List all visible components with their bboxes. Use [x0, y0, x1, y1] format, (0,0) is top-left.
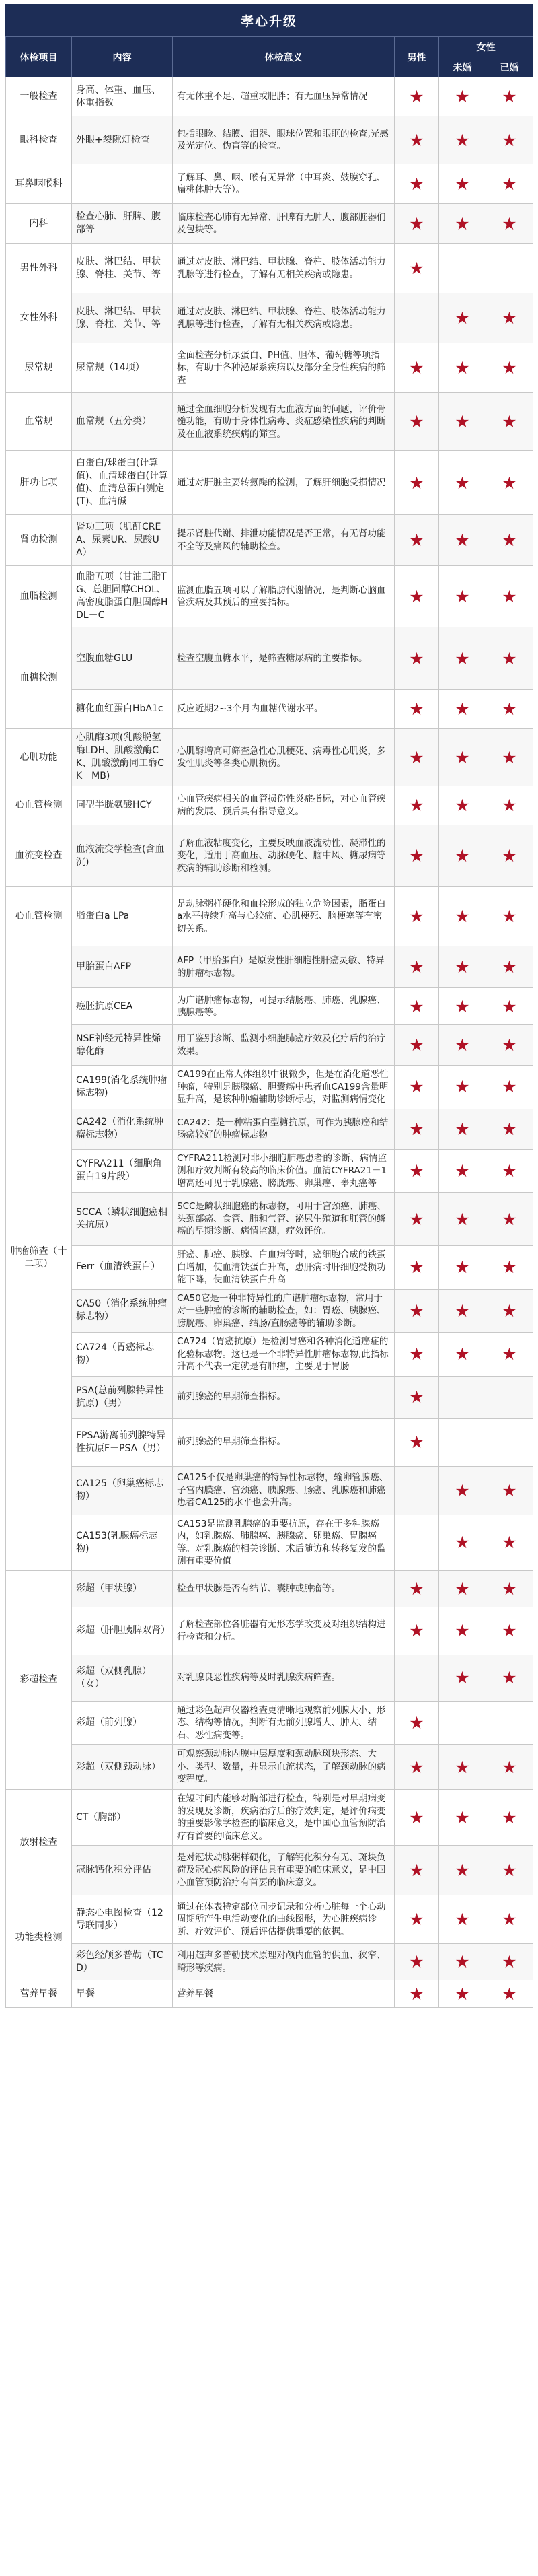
- row-content: 癌胚抗原CEA: [72, 988, 173, 1025]
- star-icon-unmarried: ★: [439, 946, 486, 988]
- star-icon-married: ★: [486, 77, 533, 116]
- star-icon-male: ★: [395, 1109, 439, 1149]
- star-icon-unmarried: ★: [439, 164, 486, 204]
- star-icon-married: ★: [486, 729, 533, 786]
- table-row: [6, 1376, 533, 1418]
- row-category: 一般检查: [6, 77, 72, 116]
- star-icon-unmarried: ★: [439, 729, 486, 786]
- table-row: [6, 887, 533, 946]
- star-icon-married: ★: [486, 1193, 533, 1246]
- row-category: 耳鼻咽喉科: [6, 164, 72, 204]
- star-icon-male: ★: [395, 946, 439, 988]
- row-meaning: 反应近期2~3个月内血糖代谢水平。: [173, 690, 395, 729]
- row-content: 彩超（前列腺）: [72, 1701, 173, 1745]
- row-meaning: 心血管疾病相关的血管损伤性炎症指标，对心血管疾病的发展、预后具有指导意义。: [173, 786, 395, 825]
- star-icon-unmarried: ★: [439, 1066, 486, 1109]
- row-content: FPSA游离前列腺特异性抗原F－PSA（男）: [72, 1418, 173, 1466]
- table-row: [6, 1980, 533, 2008]
- star-icon-married: ★: [486, 1149, 533, 1193]
- header-content: 内容: [72, 37, 173, 77]
- star-icon-male: [395, 1466, 439, 1515]
- star-icon-unmarried: ★: [439, 451, 486, 515]
- row-category: 内科: [6, 204, 72, 244]
- star-icon-married: ★: [486, 204, 533, 244]
- star-icon-married: ★: [486, 1895, 533, 1944]
- header-female: 女性: [439, 37, 533, 57]
- star-icon-unmarried: ★: [439, 1466, 486, 1515]
- row-meaning: 通过对皮肤、淋巴结、甲状腺、脊柱、肢体活动能力乳腺等进行检查，了解有无相关疾病或隐患。: [173, 293, 395, 343]
- header-unmarried: 未婚: [439, 57, 486, 77]
- star-icon-married: ★: [486, 1466, 533, 1515]
- star-icon-unmarried: ★: [439, 690, 486, 729]
- row-meaning: 了解耳、鼻、咽、喉有无异常（中耳炎、鼓膜穿孔、扁桃体肿大等）。: [173, 164, 395, 204]
- row-meaning: 全面检查分析尿蛋白、PH值、胆体、葡萄糖等项指标，有助于各种泌尿系疾病以及部分全身性疾病的筛查: [173, 343, 395, 393]
- table-row: [6, 1515, 533, 1570]
- star-icon-married: ★: [486, 393, 533, 451]
- row-content: CT（胸部）: [72, 1790, 173, 1846]
- table-row: [6, 1655, 533, 1701]
- table-row: [6, 1466, 533, 1515]
- row-meaning: 用于鉴别诊断、监测小细胞肺癌疗效及化疗后的治疗效果。: [173, 1025, 395, 1066]
- star-icon-male: ★: [395, 1745, 439, 1790]
- star-icon-married: ★: [486, 946, 533, 988]
- star-icon-unmarried: ★: [439, 1333, 486, 1377]
- row-content: 外眼+裂隙灯检查: [72, 116, 173, 164]
- star-icon-male: ★: [395, 393, 439, 451]
- star-icon-unmarried: ★: [439, 1745, 486, 1790]
- star-icon-male: ★: [395, 204, 439, 244]
- row-category: 功能类检测: [6, 1895, 72, 1980]
- row-meaning: CA724（胃癌抗原）是检测胃癌和各种消化道癌症的化验标志物。这也是一个非特异性肿瘤标志物,此指标升高不代表一定就是有肿瘤，主要见于胃肠: [173, 1333, 395, 1377]
- row-meaning: 通过彩色超声仪器检查更清晰地观察前列腺大小、形态、结构等情况，判断有无前列腺增大、肿大、结石、恶性病变等。: [173, 1701, 395, 1745]
- row-content: CA199(消化系统肿瘤标志物): [72, 1066, 173, 1109]
- star-icon-unmarried: [439, 1376, 486, 1418]
- row-meaning: 包括眼睑、结膜、泪器、眼球位置和眼眶的检查,光感及光定位、伪盲等的检查。: [173, 116, 395, 164]
- row-content: 皮肤、淋巴结、甲状腺、脊柱、关节、等: [72, 293, 173, 343]
- star-icon-married: ★: [486, 1745, 533, 1790]
- row-meaning: 监测血脂五项可以了解脂肪代谢情况，是判断心脑血管疾病及其预后的重要指标。: [173, 566, 395, 627]
- row-category: 肿瘤筛查（十二项）: [6, 946, 72, 1571]
- row-content: 彩超（甲状腺）: [72, 1570, 173, 1607]
- row-content: 血液流变学检查(含血沉): [72, 825, 173, 887]
- star-icon-married: ★: [486, 1289, 533, 1333]
- table-row: [6, 1025, 533, 1066]
- star-icon-male: ★: [395, 1846, 439, 1895]
- star-icon-male: ★: [395, 566, 439, 627]
- star-icon-unmarried: ★: [439, 1289, 486, 1333]
- row-meaning: 通过全血细胞分析发现有无血液方面的问题，评价骨髓功能，有助于身体性病毒、炎症感染性疾病的判断及在血液系统疾病的筛查。: [173, 393, 395, 451]
- row-meaning: 肝癌、肺癌、胰腺、白血病等时，癌细胞合成的铁蛋白增加，使血清铁蛋白升高，患肝病时肝细胞受损功能下降，使血清铁蛋白升高: [173, 1246, 395, 1290]
- star-icon-married: ★: [486, 1025, 533, 1066]
- table-row: [6, 1790, 533, 1846]
- star-icon-unmarried: ★: [439, 887, 486, 946]
- row-content: 肾功三项（肌酐CREA、尿素UR、尿酸UA）: [72, 515, 173, 566]
- star-icon-unmarried: ★: [439, 393, 486, 451]
- row-meaning: 前列腺癌的早期筛查指标。: [173, 1418, 395, 1466]
- row-content: 身高、体重、血压、体重指数: [72, 77, 173, 116]
- star-icon-married: ★: [486, 887, 533, 946]
- row-category: 营养早餐: [6, 1980, 72, 2008]
- row-category: 肝功七项: [6, 451, 72, 515]
- star-icon-married: ★: [486, 515, 533, 566]
- table-row: [6, 1109, 533, 1149]
- row-category: 放射检查: [6, 1790, 72, 1895]
- row-content: CA242（消化系统肿瘤标志物）: [72, 1109, 173, 1149]
- star-icon-male: ★: [395, 1289, 439, 1333]
- table-row: [6, 729, 533, 786]
- star-icon-unmarried: ★: [439, 627, 486, 690]
- row-category: 彩超检查: [6, 1570, 72, 1790]
- checkup-table: [5, 36, 533, 2008]
- table-row: [6, 1895, 533, 1944]
- star-icon-married: ★: [486, 988, 533, 1025]
- star-icon-male: [395, 1515, 439, 1570]
- star-icon-male: ★: [395, 1066, 439, 1109]
- row-category: 心肌功能: [6, 729, 72, 786]
- header-category: 体检项目: [6, 37, 72, 77]
- table-row: [6, 1570, 533, 1607]
- row-category: 血糖检测: [6, 627, 72, 729]
- row-meaning: 检查空腹血糖水平，是筛查糖尿病的主要指标。: [173, 627, 395, 690]
- table-row: [6, 1418, 533, 1466]
- star-icon-male: ★: [395, 164, 439, 204]
- table-row: [6, 204, 533, 244]
- row-meaning: 是动脉粥样硬化和血栓形成的独立危险因素，脂蛋白a水平持续升高与心绞痛、心肌梗死、脑梗塞等有密切关系。: [173, 887, 395, 946]
- star-icon-male: ★: [395, 1607, 439, 1655]
- star-icon-unmarried: ★: [439, 1515, 486, 1570]
- star-icon-male: ★: [395, 786, 439, 825]
- row-category: 血常规: [6, 393, 72, 451]
- star-icon-married: [486, 1376, 533, 1418]
- table-row: [6, 1701, 533, 1745]
- table-row: [6, 116, 533, 164]
- table-row: [6, 1846, 533, 1895]
- row-category: 血流变检查: [6, 825, 72, 887]
- row-content: [72, 164, 173, 204]
- row-content: 空腹血糖GLU: [72, 627, 173, 690]
- row-meaning: 是对冠状动脉粥样硬化，了解钙化积分有无、斑块负荷及冠心病风险的评估具有重要的临床意义，是中国心血管预防治疗有首要的临床意义。: [173, 1846, 395, 1895]
- table-row: [6, 77, 533, 116]
- star-icon-married: ★: [486, 1333, 533, 1377]
- star-icon-male: ★: [395, 116, 439, 164]
- star-icon-unmarried: ★: [439, 1607, 486, 1655]
- star-icon-married: ★: [486, 786, 533, 825]
- row-category: 心血管检测: [6, 786, 72, 825]
- row-content: 血常规（五分类）: [72, 393, 173, 451]
- star-icon-unmarried: ★: [439, 204, 486, 244]
- row-category: 肾功检测: [6, 515, 72, 566]
- star-icon-married: ★: [486, 1066, 533, 1109]
- star-icon-married: ★: [486, 1109, 533, 1149]
- star-icon-married: ★: [486, 1515, 533, 1570]
- star-icon-male: ★: [395, 1570, 439, 1607]
- star-icon-male: ★: [395, 1149, 439, 1193]
- table-row: [6, 244, 533, 293]
- star-icon-male: ★: [395, 1980, 439, 2008]
- star-icon-married: [486, 1418, 533, 1466]
- star-icon-male: ★: [395, 77, 439, 116]
- row-content: 彩超（双侧颈动脉）: [72, 1745, 173, 1790]
- row-meaning: AFP（甲胎蛋白）是原发性肝细胞性肝癌灵敏、特异的肿瘤标志物。: [173, 946, 395, 988]
- star-icon-married: ★: [486, 1655, 533, 1701]
- star-icon-male: ★: [395, 451, 439, 515]
- star-icon-male: ★: [395, 1333, 439, 1377]
- row-category: 眼科检查: [6, 116, 72, 164]
- row-meaning: 可观察颈动脉内膜中层厚度和颈动脉斑块形态、大小、类型、数量，并显示血流状态，了解颈动脉的病变程度。: [173, 1745, 395, 1790]
- row-category: 尿常规: [6, 343, 72, 393]
- star-icon-married: ★: [486, 1944, 533, 1980]
- star-icon-unmarried: ★: [439, 77, 486, 116]
- star-icon-married: ★: [486, 1790, 533, 1846]
- table-row: [6, 627, 533, 690]
- row-meaning: CA153是监测乳腺癌的重要抗原，存在于多种腺癌内，如乳腺癌、肺腺癌、胰腺癌、卵巢癌、胃腺癌等。对乳腺癌的相关诊断、术后随访和转移复发的监测有重要价值: [173, 1515, 395, 1570]
- row-meaning: 通过对肝脏主要转氨酶的检测，了解肝细胞受损情况: [173, 451, 395, 515]
- star-icon-male: ★: [395, 244, 439, 293]
- table-row: [6, 825, 533, 887]
- row-meaning: 通过对皮肤、淋巴结、甲状腺、脊柱、肢体活动能力乳腺等进行检查，了解有无相关疾病或隐患。: [173, 244, 395, 293]
- star-icon-male: ★: [395, 1895, 439, 1944]
- star-icon-male: [395, 293, 439, 343]
- row-content: 白蛋白/球蛋白(计算值)、血清球蛋白(计算值)、血清总蛋白测定(T)、血清碱: [72, 451, 173, 515]
- row-meaning: 了解血液粘度变化，主要反映血液流动性、凝滞性的变化，适用于高血压、动脉硬化、脑中风、糖尿病等疾病的辅助诊断和检测。: [173, 825, 395, 887]
- page-title: 孝心升级: [5, 4, 533, 36]
- row-meaning: SCC是鳞状细胞癌的标志物，可用于宫颈癌、肺癌、头颈部癌、食管、肺和气管、泌尿生殖道和肛管的鳞癌的早期诊断、病情监测，疗效评价。: [173, 1193, 395, 1246]
- row-content: 彩色经颅多普勒（TCD）: [72, 1944, 173, 1980]
- star-icon-male: ★: [395, 1944, 439, 1980]
- star-icon-unmarried: ★: [439, 116, 486, 164]
- star-icon-unmarried: ★: [439, 825, 486, 887]
- star-icon-unmarried: [439, 1418, 486, 1466]
- star-icon-unmarried: [439, 244, 486, 293]
- table-row: [6, 786, 533, 825]
- row-meaning: 了解检查部位各脏器有无形态学改变及对组织结构进行检查和分析。: [173, 1607, 395, 1655]
- table-row: [6, 690, 533, 729]
- star-icon-unmarried: ★: [439, 1944, 486, 1980]
- star-icon-married: ★: [486, 627, 533, 690]
- star-icon-male: ★: [395, 887, 439, 946]
- row-content: CA125（卵巢癌标志物）: [72, 1466, 173, 1515]
- row-meaning: 为广谱肿瘤标志物，可提示结肠癌、肺癌、乳腺癌、胰腺癌等。: [173, 988, 395, 1025]
- star-icon-married: ★: [486, 1846, 533, 1895]
- star-icon-married: ★: [486, 825, 533, 887]
- row-meaning: 利用超声多普勒技术原理对颅内血管的供血、狭窄、畸形等疾病。: [173, 1944, 395, 1980]
- star-icon-married: ★: [486, 451, 533, 515]
- row-meaning: 对乳腺良恶性疾病等及时乳腺疾病筛查。: [173, 1655, 395, 1701]
- table-row: [6, 1944, 533, 1980]
- star-icon-male: ★: [395, 1246, 439, 1290]
- star-icon-unmarried: ★: [439, 1846, 486, 1895]
- row-content: NSE神经元特异性烯醇化酶: [72, 1025, 173, 1066]
- table-row: [6, 1193, 533, 1246]
- star-icon-unmarried: ★: [439, 1193, 486, 1246]
- row-content: 甲胎蛋白AFP: [72, 946, 173, 988]
- star-icon-unmarried: ★: [439, 566, 486, 627]
- row-meaning: 在短时间内能够对胸部进行检查，特别是对早期病变的发现及诊断，疾病治疗后的疗效判定，是评价病变的重要影像学检查的临床意义，是中国心血管预防治疗有首要的临床意义。: [173, 1790, 395, 1846]
- star-icon-unmarried: [439, 1701, 486, 1745]
- star-icon-unmarried: ★: [439, 1025, 486, 1066]
- row-content: 检查心肺、肝脾、腹部等: [72, 204, 173, 244]
- row-meaning: 检查甲状腺是否有结节、囊肿或肿瘤等。: [173, 1570, 395, 1607]
- header-married: 已婚: [486, 57, 533, 77]
- row-content: 尿常规（14项）: [72, 343, 173, 393]
- row-content: SCCA（鳞状细胞癌相关抗原）: [72, 1193, 173, 1246]
- row-category: 心血管检测: [6, 887, 72, 946]
- star-icon-male: ★: [395, 825, 439, 887]
- star-icon-male: ★: [395, 1790, 439, 1846]
- star-icon-male: ★: [395, 515, 439, 566]
- star-icon-married: [486, 1701, 533, 1745]
- table-row: [6, 515, 533, 566]
- row-meaning: 通过在体表特定部位同步记录和分析心脏每一个心动周期所产生电活动变化的曲线图形，为心脏疾病诊断、疗效评价、预后评估提供重要的依据。: [173, 1895, 395, 1944]
- row-content: 早餐: [72, 1980, 173, 2008]
- star-icon-married: ★: [486, 566, 533, 627]
- star-icon-unmarried: ★: [439, 343, 486, 393]
- row-meaning: 有无体重不足、超重或肥胖；有无血压异常情况: [173, 77, 395, 116]
- star-icon-married: ★: [486, 343, 533, 393]
- star-icon-male: ★: [395, 988, 439, 1025]
- row-content: CYFRA211（细胞角蛋白19片段）: [72, 1149, 173, 1193]
- row-content: CA724（胃癌标志物）: [72, 1333, 173, 1377]
- row-content: 糖化血红蛋白HbA1c: [72, 690, 173, 729]
- package-sheet: [5, 4, 533, 2008]
- star-icon-unmarried: ★: [439, 988, 486, 1025]
- row-meaning: CA242：是一种粘蛋白型糖抗原，可作为胰腺癌和结肠癌较好的肿瘤标志物: [173, 1109, 395, 1149]
- table-row: [6, 164, 533, 204]
- row-content: 彩超（肝胆胰脾双肾）: [72, 1607, 173, 1655]
- row-content: 静态心电图检查（12导联同步）: [72, 1895, 173, 1944]
- row-content: 同型半胱氨酸HCY: [72, 786, 173, 825]
- star-icon-unmarried: ★: [439, 786, 486, 825]
- star-icon-married: ★: [486, 1246, 533, 1290]
- row-content: 心肌酶3项(乳酸脱氢酶LDH、肌酸激酶CK、肌酸激酶同工酶CK－MB): [72, 729, 173, 786]
- star-icon-married: ★: [486, 293, 533, 343]
- row-meaning: 提示肾脏代谢、排泄功能情况是否正常，有无肾功能不全等及痛风的辅助检查。: [173, 515, 395, 566]
- row-meaning: 临床检查心肺有无异常、肝脾有无肿大、腹部脏器们及包块等。: [173, 204, 395, 244]
- table-row: [6, 1246, 533, 1290]
- header-male: 男性: [395, 37, 439, 77]
- row-category: 女性外科: [6, 293, 72, 343]
- row-meaning: CA125不仅是卵巢癌的特异性标志物，输卵管腺癌、子宫内膜癌、宫颈癌、胰腺癌、肠癌、乳腺癌和肺癌患者CA125的水平也会升高。: [173, 1466, 395, 1515]
- star-icon-unmarried: ★: [439, 1980, 486, 2008]
- row-category: 男性外科: [6, 244, 72, 293]
- row-content: PSA(总前列腺特异性抗原)（男）: [72, 1376, 173, 1418]
- star-icon-married: ★: [486, 1980, 533, 2008]
- star-icon-male: ★: [395, 729, 439, 786]
- table-row: [6, 1289, 533, 1333]
- row-content: CA153(乳腺癌标志物): [72, 1515, 173, 1570]
- star-icon-male: ★: [395, 690, 439, 729]
- row-content: 皮肤、淋巴结、甲状腺、脊柱、关节、等: [72, 244, 173, 293]
- star-icon-male: ★: [395, 1418, 439, 1466]
- table-row: [6, 1607, 533, 1655]
- row-category: 血脂检测: [6, 566, 72, 627]
- table-row: [6, 988, 533, 1025]
- star-icon-married: ★: [486, 690, 533, 729]
- star-icon-married: ★: [486, 164, 533, 204]
- row-content: CA50（消化系统肿瘤标志物）: [72, 1289, 173, 1333]
- star-icon-married: [486, 244, 533, 293]
- table-row: [6, 566, 533, 627]
- star-icon-male: ★: [395, 1193, 439, 1246]
- table-row: [6, 293, 533, 343]
- star-icon-unmarried: ★: [439, 1895, 486, 1944]
- star-icon-male: ★: [395, 1701, 439, 1745]
- star-icon-unmarried: ★: [439, 1149, 486, 1193]
- star-icon-unmarried: ★: [439, 293, 486, 343]
- star-icon-married: ★: [486, 1570, 533, 1607]
- row-content: 血脂五项（甘油三脂TG、总胆固醇CHOL、高密度脂蛋白胆固醇HDL－C: [72, 566, 173, 627]
- star-icon-married: ★: [486, 1607, 533, 1655]
- table-row: [6, 1745, 533, 1790]
- table-row: [6, 1066, 533, 1109]
- row-meaning: 营养早餐: [173, 1980, 395, 2008]
- table-row: [6, 393, 533, 451]
- star-icon-male: ★: [395, 627, 439, 690]
- row-content: 冠脉钙化积分评估: [72, 1846, 173, 1895]
- star-icon-male: ★: [395, 1376, 439, 1418]
- table-row: [6, 946, 533, 988]
- star-icon-male: ★: [395, 1025, 439, 1066]
- row-meaning: 前列腺癌的早期筛查指标。: [173, 1376, 395, 1418]
- star-icon-unmarried: ★: [439, 1109, 486, 1149]
- star-icon-married: ★: [486, 116, 533, 164]
- table-row: [6, 451, 533, 515]
- star-icon-unmarried: ★: [439, 515, 486, 566]
- star-icon-unmarried: ★: [439, 1790, 486, 1846]
- star-icon-male: [395, 1655, 439, 1701]
- table-row: [6, 1333, 533, 1377]
- star-icon-unmarried: ★: [439, 1570, 486, 1607]
- row-content: 彩超（双侧乳腺）（女）: [72, 1655, 173, 1701]
- table-row: [6, 1149, 533, 1193]
- table-row: [6, 343, 533, 393]
- row-meaning: CYFRA211检测对非小细胞肺癌患者的诊断、病情监测和疗效判断有较高的临床价值。血清CYFRA21－1增高还可见于乳腺癌、膀胱癌、卵巢癌、睾丸癌等: [173, 1149, 395, 1193]
- star-icon-unmarried: ★: [439, 1246, 486, 1290]
- table-body: [6, 77, 533, 2008]
- row-content: Ferr（血清铁蛋白）: [72, 1246, 173, 1290]
- row-content: 脂蛋白a LPa: [72, 887, 173, 946]
- star-icon-unmarried: ★: [439, 1655, 486, 1701]
- row-meaning: 心肌酶增高可筛查急性心肌梗死、病毒性心肌炎，多发性肌炎等各类心肌损伤。: [173, 729, 395, 786]
- row-meaning: CA50它是一种非特异性的广谱肿瘤标志物，常用于对一些肿瘤的诊断的辅助检查，如：胃癌、胰腺癌、膀胱癌、卵巢癌、结肠/直肠癌等的辅助诊断。: [173, 1289, 395, 1333]
- star-icon-male: ★: [395, 343, 439, 393]
- header-meaning: 体检意义: [173, 37, 395, 77]
- row-meaning: CA199在正常人体组织中很微少，但是在消化道恶性肿瘤，特别是胰腺癌、胆囊癌中患者血CA199含量明显升高，是该种肿瘤辅助诊断标志，对监测病情变化: [173, 1066, 395, 1109]
